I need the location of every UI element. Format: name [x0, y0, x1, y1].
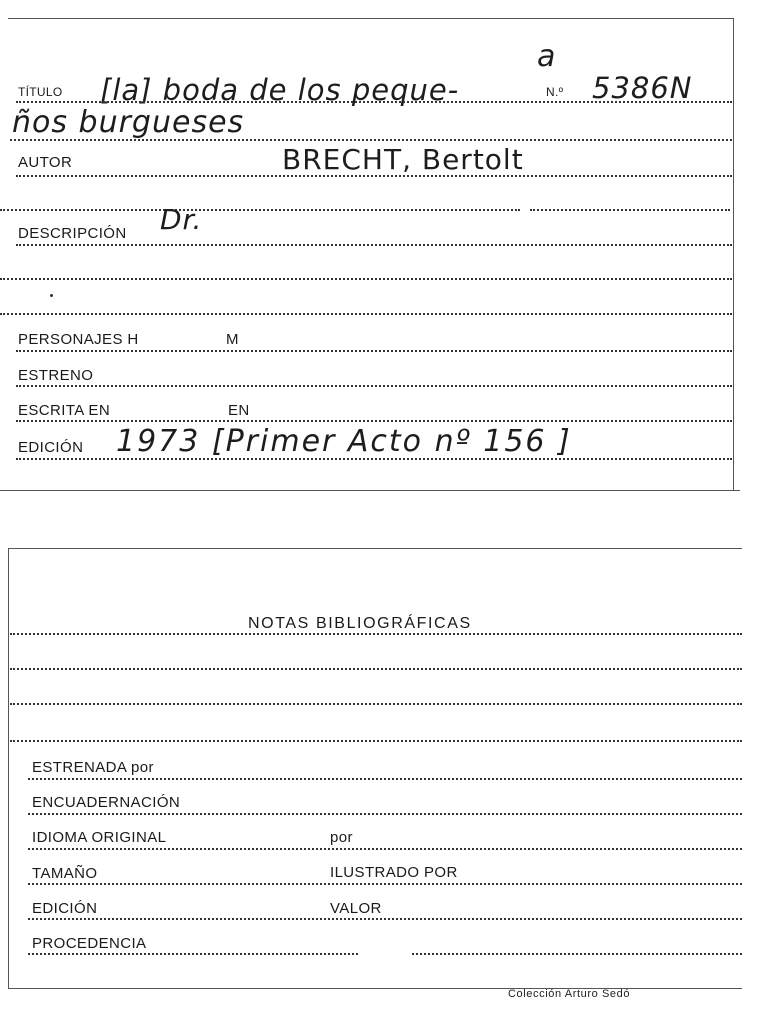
estrenada-label: ESTRENADA por [32, 759, 154, 776]
descripcion-line [16, 244, 732, 246]
notas-line-1 [10, 633, 742, 635]
personajes-label: PERSONAJES H [18, 331, 139, 348]
descripcion-label: DESCRIPCIÓN [18, 225, 127, 242]
idioma-por-label: por [330, 829, 353, 846]
collection-footer: Colección Arturo Sedó [508, 988, 631, 1000]
autor-label: AUTOR [18, 154, 73, 171]
blank-line-1b [530, 209, 730, 211]
estrenada-line [28, 778, 742, 780]
tamano-line [28, 883, 742, 885]
procedencia-line-b [412, 953, 742, 955]
autor-line [16, 175, 732, 177]
procedencia-label: PROCEDENCIA [32, 935, 147, 952]
notas-heading: NOTAS BIBLIOGRÁFICAS [248, 615, 472, 632]
edicion2-line [28, 918, 742, 920]
titulo-value-line1: [la] boda de los peque- [100, 73, 460, 107]
edicion-label: EDICIÓN [18, 439, 84, 456]
descripcion-value: Dr. [160, 203, 203, 236]
card2-left-edge [8, 548, 9, 988]
escrita-en-label: EN [228, 402, 250, 419]
card-bottom-edge [0, 490, 740, 491]
card2-bottom-edge [8, 988, 742, 989]
blank-line-2 [0, 278, 732, 280]
titulo-line-2 [10, 139, 732, 141]
procedencia-line [28, 953, 358, 955]
encuadernacion-label: ENCUADERNACIÓN [32, 794, 181, 811]
titulo-value-line2: ños burgueses [12, 105, 245, 140]
personajes-m-label: M [226, 331, 239, 348]
blank-line-1 [0, 209, 520, 211]
valor-label: VALOR [330, 900, 382, 917]
edicion2-label: EDICIÓN [32, 900, 98, 917]
notas-line-2 [10, 668, 742, 670]
notas-line-4 [10, 740, 742, 742]
numero-label: N.º [546, 85, 564, 99]
card-top-edge [8, 18, 734, 19]
estreno-label: ESTRENO [18, 367, 94, 384]
tamano-label: TAMAÑO [32, 865, 98, 882]
escrita-label: ESCRITA EN [18, 402, 111, 419]
edicion-value: 1973 [Primer Acto nº 156 ] [116, 424, 572, 459]
encuadernacion-line [28, 813, 742, 815]
autor-value: BRECHT, Bertolt [282, 143, 524, 176]
notas-line-3 [10, 703, 742, 705]
ilustrado-label: ILUSTRADO POR [330, 864, 458, 881]
card-right-edge [733, 18, 734, 490]
edicion-line [16, 458, 732, 460]
idioma-label: IDIOMA ORIGINAL [32, 829, 167, 846]
titulo-label: TÍTULO [18, 85, 63, 99]
numero-value: 5386N [592, 71, 693, 105]
blank-line-3 [0, 313, 732, 315]
card2-top-edge [8, 548, 742, 549]
ink-speck [50, 294, 53, 297]
escrita-line [16, 420, 732, 422]
titulo-line [16, 101, 732, 103]
idioma-line [28, 848, 742, 850]
estreno-line [16, 385, 732, 387]
personajes-line [16, 350, 732, 352]
titulo-superscript: a [537, 39, 557, 74]
